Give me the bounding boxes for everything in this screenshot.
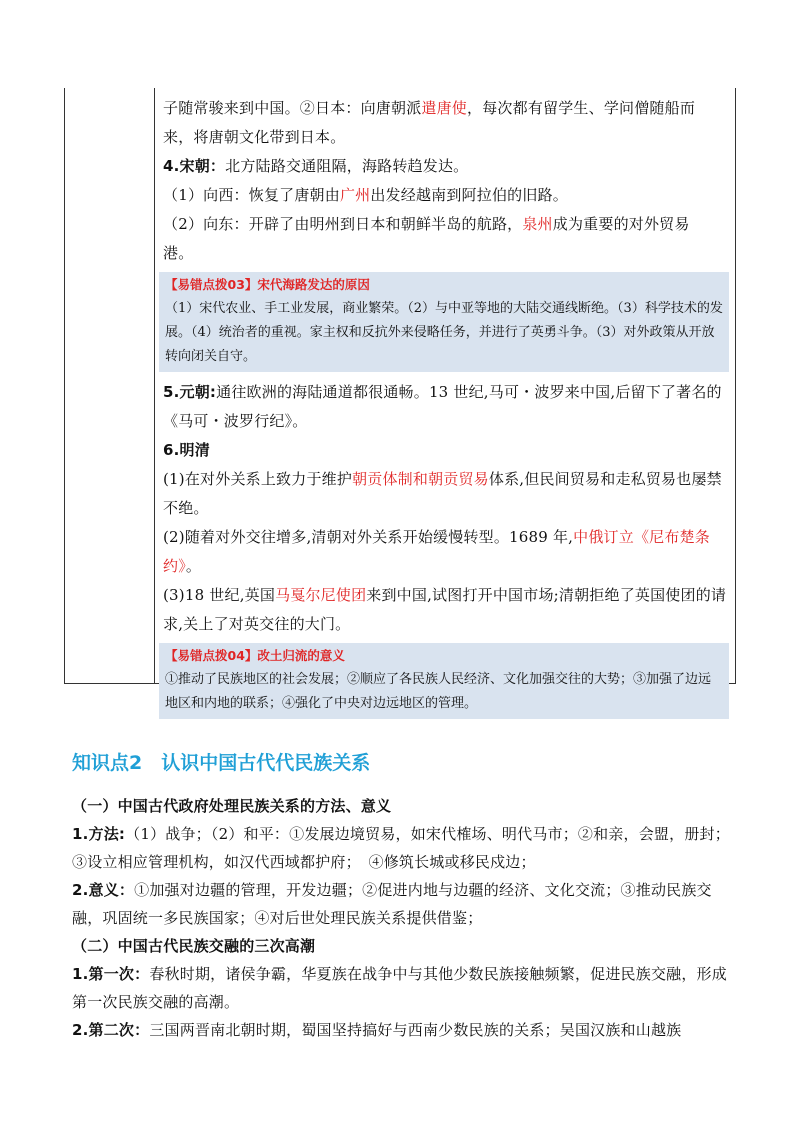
content-table — [64, 88, 736, 711]
paragraph-mingqing-1: (1)在对外关系上致力于维护朝贡体制和朝贡贸易体系,但民间贸易和走私贸易也屡禁不绝。 — [163, 470, 722, 517]
note-box-03 — [159, 272, 729, 372]
section-title-1: （一）中国古代政府处理民族关系的方法、意义 — [72, 797, 392, 815]
knowledge-point-body — [72, 792, 732, 1044]
highlight-term: 中俄订立《尼布楚条约》 — [163, 528, 710, 575]
highlight-term: 马戛尔尼使团 — [275, 586, 367, 604]
paragraph-song-east-cont: 港。 — [163, 244, 194, 262]
paragraph-mingqing-label: 6.明清 — [163, 441, 210, 459]
paragraph-song-east: （2）向东：开辟了由明州到日本和朝鲜半岛的航路，泉州成为重要的对外贸易 — [163, 215, 690, 233]
paragraph-japan: 子随常骏来到中国。②日本：向唐朝派遣唐使，每次都有留学生、学问僧随船而 — [163, 99, 696, 117]
table-cell-content — [163, 94, 729, 725]
paragraph-japan-cont: 来，将唐朝文化带到日本。 — [163, 128, 346, 146]
note-text: ①推动了民族地区的社会发展；②顺应了各民族人民经济、文化加强交往的大势；③加强了边远地区和内地的联系；④强化了中央对边远地区的管理。 — [165, 672, 712, 711]
paragraph-second: 2.第二次：三国两晋南北朝时期，蜀国坚持搞好与西南少数民族的关系；吴国汉族和山越族 — [72, 1021, 682, 1039]
paragraph-song: 4.宋朝：北方陆路交通阻隔，海路转趋发达。 — [163, 157, 469, 175]
highlight-term: 朝贡体制和朝贡贸易 — [352, 470, 489, 488]
paragraph-song-west: （1）向西：恢复了唐朝由广州出发经越南到阿拉伯的旧路。 — [163, 186, 568, 204]
note-title: 【易错点拨04】改土归流的意义 — [165, 648, 345, 663]
paragraph-method: 1.方法:（1）战争；（2）和平：①发展边境贸易，如宋代榷场、明代马市；②和亲，会盟，册封；③设立相应管理机构，如汉代西域都护府； ④修筑长城或移民戍边； — [72, 825, 730, 871]
paragraph-mingqing-3: (3)18 世纪,英国马戛尔尼使团来到中国,试图打开中国市场;清朝拒绝了英国使团的请求,关上了对英交往的大门。 — [163, 586, 727, 633]
highlight-term: 遣唐使 — [421, 99, 468, 117]
knowledge-point-title: 知识点2 认识中国古代代民族关系 — [72, 752, 371, 774]
section-title-2: （二）中国古代民族交融的三次高潮 — [72, 937, 316, 955]
yuan-label: 5.元朝: — [163, 383, 217, 401]
paragraph-mingqing-2: (2)随着对外交往增多,清朝对外关系开始缓慢转型。1689 年,中俄订立《尼布楚条约》。 — [163, 528, 710, 575]
paragraph-yuan: 5.元朝:通往欧洲的海陆通道都很通畅。13 世纪,马可・波罗来中国,后留下了著名的《马可・波罗行纪》。 — [163, 383, 722, 430]
table-column-divider — [154, 88, 155, 683]
highlight-term: 泉州 — [522, 215, 553, 233]
note-title: 【易错点拨03】宋代海路发达的原因 — [165, 277, 370, 292]
note-box-04 — [159, 643, 729, 719]
paragraph-meaning: 2.意义：①加强对边疆的管理，开发边疆；②促进内地与边疆的经济、文化交流；③推动民族交融，巩固统一多民族国家；④对后世处理民族关系提供借鉴； — [72, 881, 712, 927]
song-label: 4.宋朝： — [163, 157, 226, 175]
highlight-term: 广州 — [339, 186, 371, 204]
paragraph-first: 1.第一次：春秋时期，诸侯争霸，华夏族在战争中与其他少数民族接触频繁，促进民族交融，形成第一次民族交融的高潮。 — [72, 965, 727, 1011]
note-text: （1）宋代农业、手工业发展，商业繁荣。（2）与中亚等地的大陆交通线断绝。（3）科学技术的发展。（4）统治者的重视。家主权和反抗外来侵略任务，并进行了英勇斗争。（3）对外政策从开放转向闭关自守。 — [165, 301, 723, 364]
